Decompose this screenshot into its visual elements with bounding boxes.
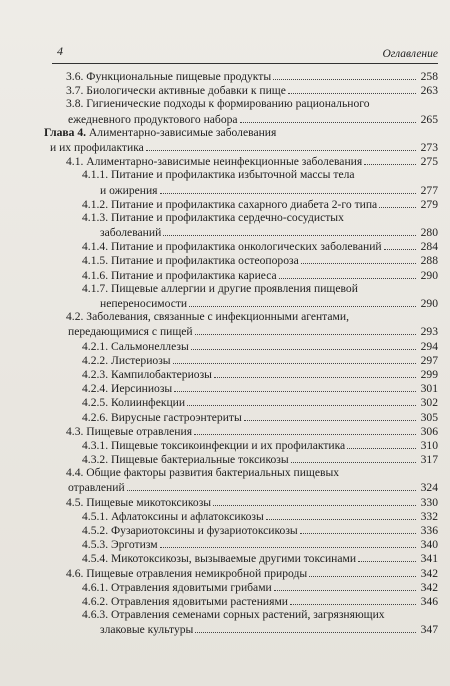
dot-leader bbox=[384, 239, 416, 250]
header-rule bbox=[52, 63, 438, 64]
toc-entry-text: 4.6. Пищевые отравления немикробной природы bbox=[66, 566, 308, 580]
toc-entry-text: 4.3.2. Пищевые бактериальные токсикозы bbox=[82, 453, 289, 467]
toc-entry-text: 4.2.5. Колиинфекции bbox=[82, 396, 186, 410]
toc-entry-text: непереносимости bbox=[100, 297, 188, 310]
toc-subsection[interactable] bbox=[0, 253, 450, 267]
toc-chapter[interactable] bbox=[0, 126, 450, 154]
toc-entry-text: 4.1.3. Питание и профилактика сердечно-сосудистых bbox=[82, 210, 344, 224]
toc-page-number: 346 bbox=[420, 594, 438, 608]
toc-entry-text: ежедневного продуктового набора bbox=[68, 112, 238, 126]
toc-entry-text: 4.2.2. Листериозы bbox=[82, 353, 171, 367]
toc-subsection[interactable] bbox=[0, 438, 450, 452]
dot-leader bbox=[379, 197, 416, 208]
toc-entry-text: и их профилактика bbox=[50, 140, 144, 154]
toc-page-number: 340 bbox=[420, 538, 438, 552]
toc-section[interactable] bbox=[0, 424, 450, 438]
toc-section[interactable] bbox=[0, 466, 450, 494]
toc-page-number: 347 bbox=[420, 623, 438, 637]
dot-leader bbox=[195, 324, 416, 335]
dot-leader bbox=[244, 410, 416, 421]
toc-entry-text: заболеваний bbox=[100, 226, 162, 240]
dot-leader bbox=[309, 566, 416, 577]
toc-subsection[interactable] bbox=[0, 268, 450, 282]
dot-leader bbox=[127, 480, 416, 491]
toc-section[interactable] bbox=[0, 495, 450, 509]
toc-entry-text: 4.6.3. Отравления семенами сорных растений, загрязняющих bbox=[82, 608, 385, 622]
toc-entry-text: 4.2.6. Вирусные гастроэнтериты bbox=[82, 410, 242, 424]
toc-entry-text: 4.5. Пищевые микотоксикозы bbox=[66, 495, 212, 509]
toc-page-number: 293 bbox=[420, 325, 438, 339]
toc-entry-text: 4.4. Общие факторы развития бактериальных пищевых bbox=[66, 466, 340, 480]
toc-page-number: 324 bbox=[420, 481, 438, 495]
toc-page-number: 332 bbox=[420, 509, 438, 523]
toc-entry-text: 4.2.1. Сальмонеллезы bbox=[82, 339, 189, 353]
dot-leader bbox=[290, 594, 416, 605]
toc-entry-text: 4.2.3. Кампилобактериозы bbox=[82, 367, 212, 381]
toc-subsection[interactable] bbox=[0, 509, 450, 523]
dot-leader bbox=[187, 395, 416, 406]
toc-page-number: 330 bbox=[420, 495, 438, 509]
toc-section[interactable] bbox=[0, 69, 450, 83]
toc-section[interactable] bbox=[0, 97, 450, 125]
dot-leader bbox=[273, 69, 416, 80]
toc-subsection[interactable] bbox=[0, 537, 450, 551]
toc-subsection[interactable] bbox=[0, 395, 450, 409]
toc-subsection[interactable] bbox=[0, 410, 450, 424]
toc-subsection[interactable] bbox=[0, 239, 450, 253]
dot-leader bbox=[301, 253, 416, 264]
toc-subsection[interactable] bbox=[0, 168, 450, 196]
toc-section[interactable] bbox=[0, 310, 450, 338]
toc-entry-text: 4.6.2. Отравления ядовитыми растениями bbox=[82, 594, 288, 608]
toc-entry-text: 3.7. Биологически активные добавки к пище bbox=[66, 84, 286, 98]
toc-section[interactable] bbox=[0, 83, 450, 97]
toc-page-number: 258 bbox=[420, 70, 438, 83]
toc-subsection[interactable] bbox=[0, 282, 450, 310]
toc-page-number: 290 bbox=[420, 297, 438, 310]
dot-leader bbox=[364, 154, 416, 165]
toc-entry-text: Глава 4. Алиментарно-зависимые заболевания bbox=[44, 125, 277, 139]
toc-subsection[interactable] bbox=[0, 594, 450, 608]
dot-leader bbox=[146, 140, 416, 151]
toc-page-number: 310 bbox=[420, 438, 438, 452]
toc-page-number: 294 bbox=[420, 339, 438, 353]
dot-leader bbox=[194, 424, 416, 435]
toc-entry-text: и ожирения bbox=[100, 183, 158, 197]
toc-subsection[interactable] bbox=[0, 211, 450, 239]
toc-subsection[interactable] bbox=[0, 608, 450, 636]
toc-page-number: 279 bbox=[420, 197, 438, 211]
dot-leader bbox=[163, 225, 416, 236]
dot-leader bbox=[195, 622, 416, 633]
toc-page-number: 342 bbox=[420, 580, 438, 594]
toc-entry-text: 4.2.4. Иерсиниозы bbox=[82, 382, 173, 396]
toc-entry-text: 4.5.3. Эрготизм bbox=[82, 538, 158, 552]
toc-page-number: 306 bbox=[420, 424, 438, 438]
toc-entry-text: 4.5.1. Афлатоксины и афлатоксикозы bbox=[82, 509, 264, 523]
toc-entry-text: передающимися с пищей bbox=[68, 325, 193, 339]
toc-entry-text: 3.8. Гигиенические подходы к формированию рационального bbox=[66, 97, 370, 111]
toc-page-number: 301 bbox=[420, 382, 438, 396]
dot-leader bbox=[358, 551, 416, 562]
toc-page-number: 305 bbox=[420, 410, 438, 424]
toc-entry-text: 4.1.7. Пищевые аллергии и другие проявления пищевой bbox=[82, 281, 358, 295]
dot-leader bbox=[288, 83, 416, 94]
toc-subsection[interactable] bbox=[0, 580, 450, 594]
toc-section[interactable] bbox=[0, 154, 450, 168]
table-of-contents bbox=[0, 69, 450, 637]
toc-subsection[interactable] bbox=[0, 551, 450, 565]
toc-page-number: 342 bbox=[420, 566, 438, 580]
toc-subsection[interactable] bbox=[0, 381, 450, 395]
toc-entry-text: 4.3. Пищевые отравления bbox=[66, 424, 193, 438]
toc-subsection[interactable] bbox=[0, 367, 450, 381]
dot-leader bbox=[274, 580, 416, 591]
running-head: Оглавление bbox=[382, 48, 438, 60]
toc-entry-text: 4.6.1. Отравления ядовитыми грибами bbox=[82, 580, 272, 594]
toc-page-number: 297 bbox=[420, 353, 438, 367]
toc-page-number: 263 bbox=[420, 84, 438, 98]
toc-entry-text: 4.1.5. Питание и профилактика остеопороза bbox=[82, 254, 299, 268]
dot-leader bbox=[174, 381, 416, 392]
toc-subsection[interactable] bbox=[0, 353, 450, 367]
toc-page-number: 302 bbox=[420, 396, 438, 410]
toc-subsection[interactable] bbox=[0, 197, 450, 211]
toc-page-number: 273 bbox=[420, 140, 438, 154]
dot-leader bbox=[347, 438, 416, 449]
toc-page-number: 290 bbox=[420, 268, 438, 282]
toc-page-number: 284 bbox=[420, 240, 438, 254]
toc-entry-text: 3.6. Функциональные пищевые продукты bbox=[66, 70, 272, 83]
toc-page-number: 341 bbox=[420, 552, 438, 566]
dot-leader bbox=[160, 537, 416, 548]
toc-entry-text: 4.5.4. Микотоксикозы, вызываемые другими токсинами bbox=[82, 552, 357, 566]
toc-entry-text: 4.1. Алиментарно-зависимые неинфекционные заболевания bbox=[66, 155, 363, 169]
page-number: 4 bbox=[57, 44, 63, 58]
toc-page-number: 265 bbox=[420, 112, 438, 126]
toc-section[interactable] bbox=[0, 566, 450, 580]
toc-entry-text: 4.1.2. Питание и профилактика сахарного диабета 2-го типа bbox=[82, 197, 378, 211]
dot-leader bbox=[213, 495, 416, 506]
dot-leader bbox=[279, 268, 416, 279]
toc-page-number: 317 bbox=[420, 453, 438, 467]
dot-leader bbox=[266, 509, 416, 520]
toc-entry-text: 4.3.1. Пищевые токсикоинфекции и их профилактика bbox=[82, 438, 346, 452]
dot-leader bbox=[240, 112, 416, 123]
toc-subsection[interactable] bbox=[0, 452, 450, 466]
dot-leader bbox=[173, 353, 416, 364]
toc-page-number: 288 bbox=[420, 254, 438, 268]
dot-leader bbox=[214, 367, 416, 378]
toc-page-number: 275 bbox=[420, 155, 438, 169]
toc-entry-text: 4.2. Заболевания, связанные с инфекционными агентами, bbox=[66, 310, 349, 324]
toc-entry-text: злаковые культуры bbox=[100, 623, 194, 637]
toc-entry-text: 4.1.1. Питание и профилактика избыточной массы тела bbox=[82, 168, 355, 182]
toc-page-number: 299 bbox=[420, 367, 438, 381]
toc-page-number: 277 bbox=[420, 183, 438, 197]
toc-entry-text: отравлений bbox=[68, 481, 125, 495]
toc-entry-text: 4.5.2. Фузариотоксины и фузариотоксикозы bbox=[82, 524, 298, 537]
dot-leader bbox=[189, 296, 416, 307]
dot-leader bbox=[191, 339, 416, 350]
dot-leader bbox=[300, 523, 416, 534]
dot-leader bbox=[291, 452, 416, 463]
toc-subsection[interactable] bbox=[0, 523, 450, 537]
toc-entry-text: 4.1.4. Питание и профилактика онкологических заболеваний bbox=[82, 240, 382, 254]
toc-entry-text: 4.1.6. Питание и профилактика кариеса bbox=[82, 268, 277, 282]
toc-page-number: 280 bbox=[420, 226, 438, 240]
toc-page-number: 336 bbox=[420, 524, 438, 537]
toc-subsection[interactable] bbox=[0, 339, 450, 353]
dot-leader bbox=[160, 183, 416, 194]
